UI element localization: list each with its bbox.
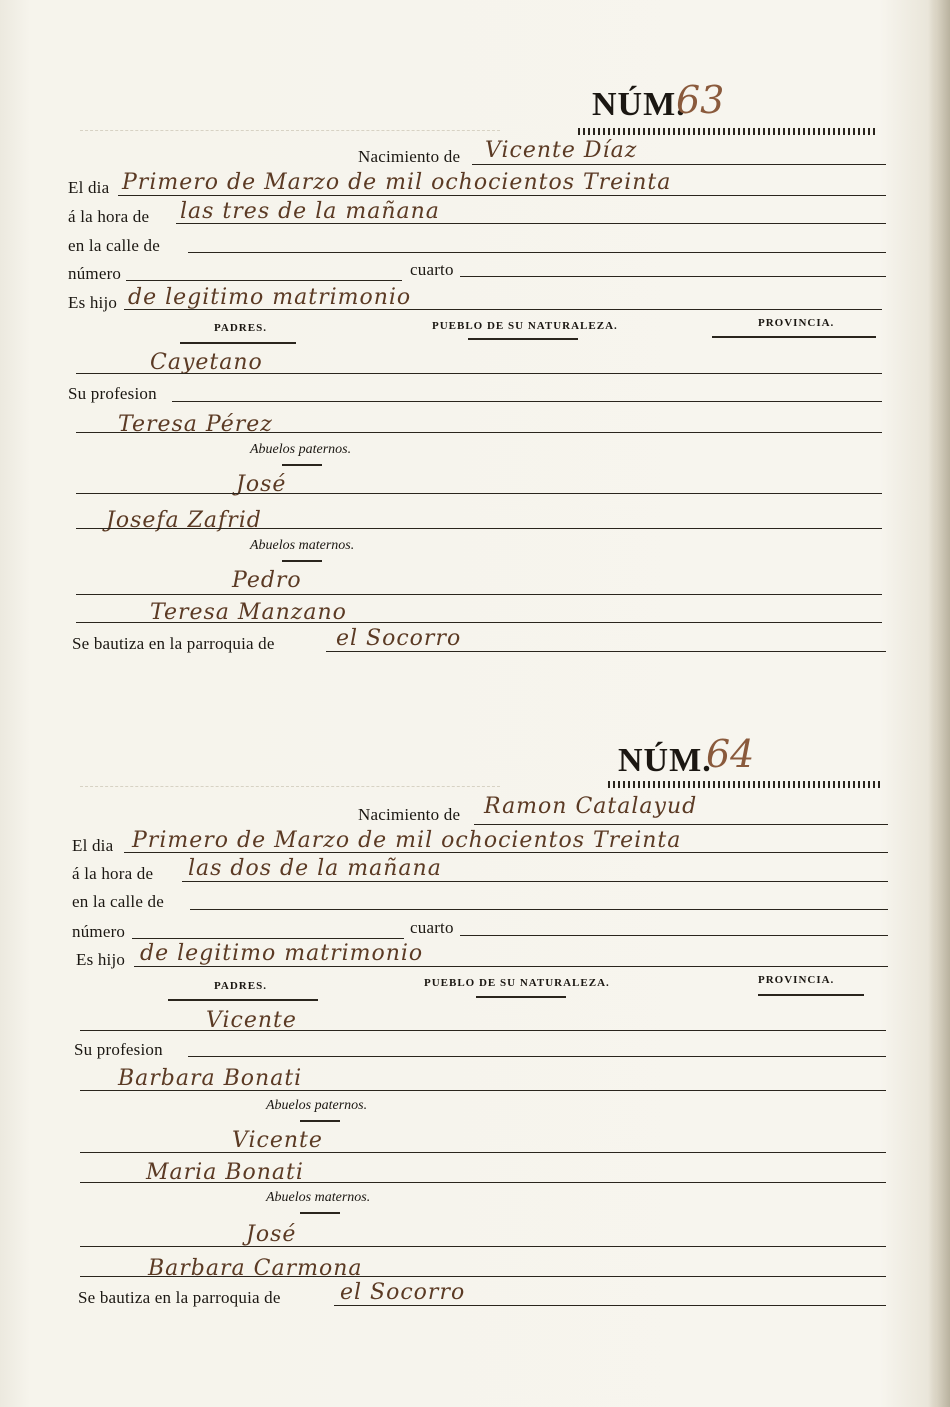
rule	[474, 824, 888, 825]
page-edge	[928, 0, 950, 1407]
abuela-materna: Barbara Carmona	[148, 1256, 363, 1281]
hijo-value: de legitimo matrimonio	[140, 941, 424, 966]
record-number-label: NÚM.	[618, 742, 712, 779]
dia-label: El dia	[72, 836, 114, 855]
madre-name: Barbara Bonati	[118, 1066, 303, 1091]
abuelo-materno: José	[246, 1222, 297, 1247]
abuelos-maternos-label: Abuelos maternos.	[250, 538, 355, 553]
provincia-header: PROVINCIA.	[758, 974, 835, 986]
rule	[76, 373, 882, 374]
hijo-label: Es hijo	[68, 293, 118, 312]
rule	[76, 528, 882, 529]
rule	[172, 401, 882, 402]
sub-ornament	[282, 560, 322, 562]
rule	[182, 881, 888, 882]
abuelos-paternos-label: Abuelos paternos.	[250, 442, 352, 457]
abuela-paterna: Maria Bonati	[146, 1160, 304, 1185]
dia-label: El dia	[68, 178, 110, 197]
cuarto-label: cuarto	[410, 918, 454, 937]
madre-name: Teresa Pérez	[118, 412, 273, 437]
pueblo-header: PUEBLO DE SU NATURALEZA.	[424, 977, 610, 989]
calle-label: en la calle de	[72, 892, 164, 911]
numero-label: número	[72, 922, 126, 941]
padres-header: PADRES.	[214, 322, 267, 334]
header-underline	[168, 999, 318, 1001]
abuela-materna: Teresa Manzano	[150, 600, 347, 625]
bautiza-value: el Socorro	[336, 626, 462, 651]
abuelo-paterno: Vicente	[232, 1128, 323, 1153]
abuelos-maternos-label: Abuelos maternos.	[266, 1190, 371, 1205]
nacimiento-value: Vicente Díaz	[485, 138, 638, 163]
padre-name: Cayetano	[150, 350, 263, 375]
rule	[126, 280, 402, 281]
cuarto-label: cuarto	[410, 260, 454, 279]
rule	[118, 195, 886, 196]
bautiza-label: Se bautiza en la parroquia de	[78, 1288, 281, 1307]
rule	[188, 1056, 886, 1057]
hora-label: á la hora de	[72, 864, 154, 883]
zigzag-ornament	[578, 128, 876, 135]
pueblo-header: PUEBLO DE SU NATURALEZA.	[432, 320, 618, 332]
header-underline	[476, 996, 566, 998]
rule	[188, 252, 886, 253]
rule	[76, 493, 882, 494]
hora-label: á la hora de	[68, 207, 150, 226]
rule	[472, 164, 886, 165]
zigzag-ornament	[608, 781, 882, 788]
rule	[76, 594, 882, 595]
rule	[80, 1030, 886, 1031]
rule	[80, 1276, 886, 1277]
hijo-label: Es hijo	[76, 950, 126, 969]
profesion-label: Su profesion	[68, 384, 157, 403]
sub-ornament	[300, 1120, 340, 1122]
rule	[80, 1090, 886, 1091]
rule	[132, 938, 404, 939]
abuelos-paternos-label: Abuelos paternos.	[266, 1098, 368, 1113]
rule	[460, 276, 886, 277]
rule	[190, 909, 888, 910]
faint-rule	[80, 786, 500, 787]
rule	[80, 1152, 886, 1153]
rule	[134, 966, 888, 967]
profesion-label: Su profesion	[74, 1040, 163, 1059]
nacimiento-label: Nacimiento de	[358, 147, 461, 166]
bautiza-value: el Socorro	[340, 1280, 466, 1305]
header-underline	[468, 338, 578, 340]
faint-rule	[80, 130, 500, 131]
rule	[80, 1246, 886, 1247]
rule	[326, 651, 886, 652]
hora-value: las dos de la mañana	[188, 856, 442, 881]
rule	[76, 432, 882, 433]
hijo-value: de legitimo matrimonio	[128, 285, 412, 310]
bautiza-label: Se bautiza en la parroquia de	[72, 634, 275, 653]
rule	[76, 622, 882, 623]
header-underline	[712, 336, 876, 338]
calle-label: en la calle de	[68, 236, 160, 255]
rule	[176, 223, 886, 224]
hora-value: las tres de la mañana	[180, 199, 440, 224]
dia-value: Primero de Marzo de mil ochocientos Treinta	[122, 170, 672, 195]
header-underline	[758, 994, 864, 996]
padre-name: Vicente	[206, 1008, 297, 1033]
rule	[124, 852, 888, 853]
rule	[460, 935, 888, 936]
record-number-label: NÚM.	[592, 86, 686, 123]
sub-ornament	[282, 464, 322, 466]
numero-label: número	[68, 264, 122, 283]
sub-ornament	[300, 1212, 340, 1214]
nacimiento-label: Nacimiento de	[358, 805, 461, 824]
record-number-value: 63	[676, 78, 725, 122]
nacimiento-value: Ramon Catalayud	[484, 794, 698, 819]
provincia-header: PROVINCIA.	[758, 317, 835, 329]
abuela-paterna: Josefa Zafrid	[106, 508, 262, 533]
header-underline	[180, 342, 296, 344]
abuelo-materno: Pedro	[232, 568, 302, 593]
abuelo-paterno: José	[236, 472, 287, 497]
rule	[124, 309, 882, 310]
rule	[334, 1305, 886, 1306]
record-number-value: 64	[706, 732, 755, 776]
rule	[80, 1182, 886, 1183]
padres-header: PADRES.	[214, 980, 267, 992]
dia-value: Primero de Marzo de mil ochocientos Treinta	[132, 828, 682, 853]
